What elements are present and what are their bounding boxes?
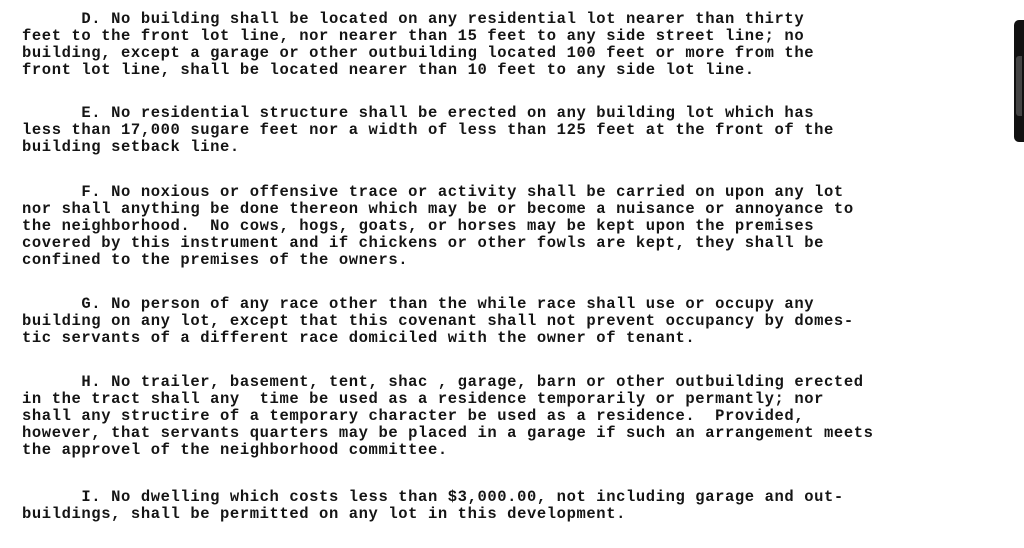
text-line: front lot line, shall be located nearer than 10 feet to any side lot line.	[22, 61, 755, 79]
text-line: however, that servants quarters may be placed in a garage if such an arrangement meets	[22, 424, 874, 442]
text-line: E. No residential structure shall be erected on any building lot which has	[22, 104, 815, 122]
text-line: feet to the front lot line, nor nearer than 15 feet to any side street line; no	[22, 27, 805, 45]
text-line: buildings, shall be permitted on any lot in this development.	[22, 505, 626, 523]
scan-edge-notch	[1016, 56, 1022, 116]
scan-edge-mark	[1014, 20, 1024, 142]
text-line: covered by this instrument and if chickens or other fowls are kept, they shall be	[22, 234, 825, 252]
text-line: F. No noxious or offensive trace or activity shall be carried on upon any lot	[22, 183, 844, 201]
text-line: building, except a garage or other outbuilding located 100 feet or more from the	[22, 44, 815, 62]
text-line: building setback line.	[22, 138, 240, 156]
text-line: in the tract shall any time be used as a residence temporarily or permantly; nor	[22, 390, 825, 408]
text-line: nor shall anything be done thereon which may be or become a nuisance or annoyance to	[22, 200, 854, 218]
text-line: confined to the premises of the owners.	[22, 251, 409, 269]
text-line: I. No dwelling which costs less than $3,000.00, not including garage and out-	[22, 488, 844, 506]
text-line: the neighborhood. No cows, hogs, goats, or horses may be kept upon the premises	[22, 217, 815, 235]
text-line: D. No building shall be located on any residential lot nearer than thirty	[22, 10, 805, 28]
text-line: shall any structire of a temporary character be used as a residence. Provided,	[22, 407, 805, 425]
text-line: the approvel of the neighborhood committee.	[22, 441, 448, 459]
text-line: H. No trailer, basement, tent, shac , garage, barn or other outbuilding erected	[22, 373, 864, 391]
text-line: building on any lot, except that this covenant shall not prevent occupancy by domes-	[22, 312, 854, 330]
text-line: less than 17,000 sugare feet nor a width of less than 125 feet at the front of the	[22, 121, 834, 139]
text-line: G. No person of any race other than the while race shall use or occupy any	[22, 295, 815, 313]
text-line: tic servants of a different race domiciled with the owner of tenant.	[22, 329, 696, 347]
